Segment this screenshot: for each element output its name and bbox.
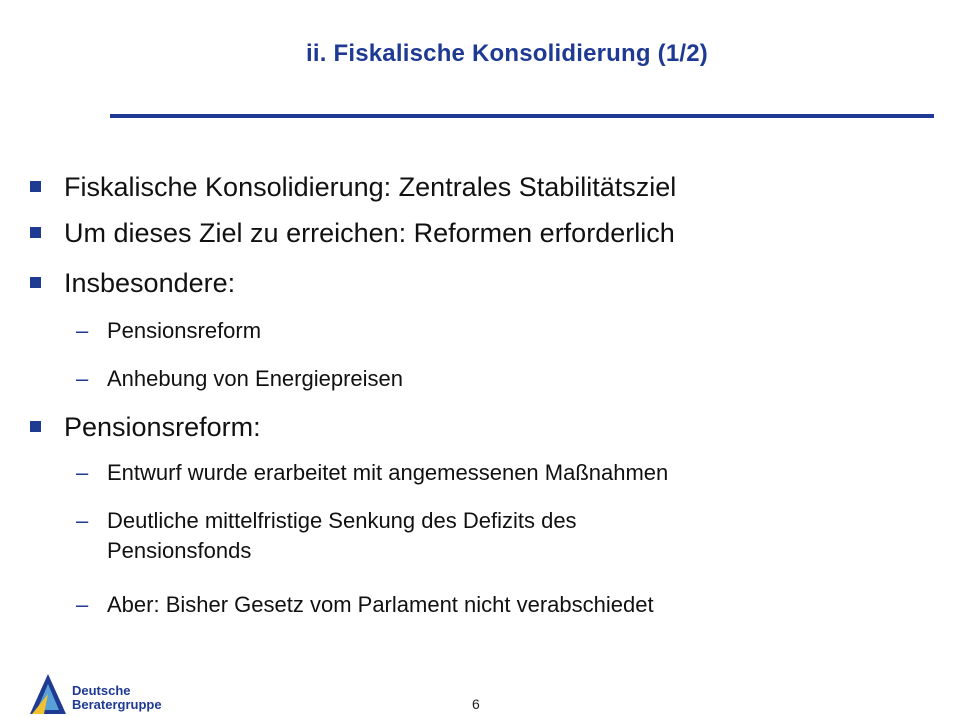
- sub-bullet-text: Anhebung von Energiepreisen: [107, 366, 404, 391]
- square-bullet-icon: [30, 421, 41, 432]
- sub-bullet-text-continuation: Pensionsfonds: [107, 538, 252, 563]
- dash-bullet-icon: –: [76, 460, 89, 485]
- slide-title: ii. Fiskalische Konsolidierung (1/2): [306, 40, 708, 67]
- sub-bullet-text: Aber: Bisher Gesetz vom Parlament nicht verabschiedet: [107, 592, 654, 617]
- bullet-text: Pensionsreform:: [64, 412, 261, 442]
- dash-bullet-icon: –: [76, 366, 89, 391]
- sub-bullet-text: Entwurf wurde erarbeitet mit angemessenen Maßnahmen: [107, 460, 669, 485]
- square-bullet-icon: [30, 277, 41, 288]
- page-number: 6: [472, 696, 480, 712]
- logo-wordmark: [72, 684, 162, 712]
- dash-bullet-icon: –: [76, 508, 89, 533]
- dash-bullet-icon: –: [76, 318, 89, 343]
- logo-line-1: Deutsche: [72, 683, 131, 698]
- bullet-text: Um dieses Ziel zu erreichen: Reformen erforderlich: [64, 218, 675, 248]
- dash-bullet-icon: –: [76, 592, 89, 617]
- bullet-text: Insbesondere:: [64, 268, 236, 298]
- square-bullet-icon: [30, 227, 41, 238]
- square-bullet-icon: [30, 181, 41, 192]
- company-logo: [28, 672, 208, 716]
- logo-line-2: Beratergruppe: [72, 697, 162, 712]
- bullet-text: Fiskalische Konsolidierung: Zentrales Stabilitätsziel: [64, 172, 677, 202]
- sub-bullet-text: Pensionsreform: [107, 318, 262, 343]
- sub-bullet-text: Deutliche mittelfristige Senkung des Defizits des: [107, 508, 577, 533]
- logo-triangle-icon: [28, 672, 68, 716]
